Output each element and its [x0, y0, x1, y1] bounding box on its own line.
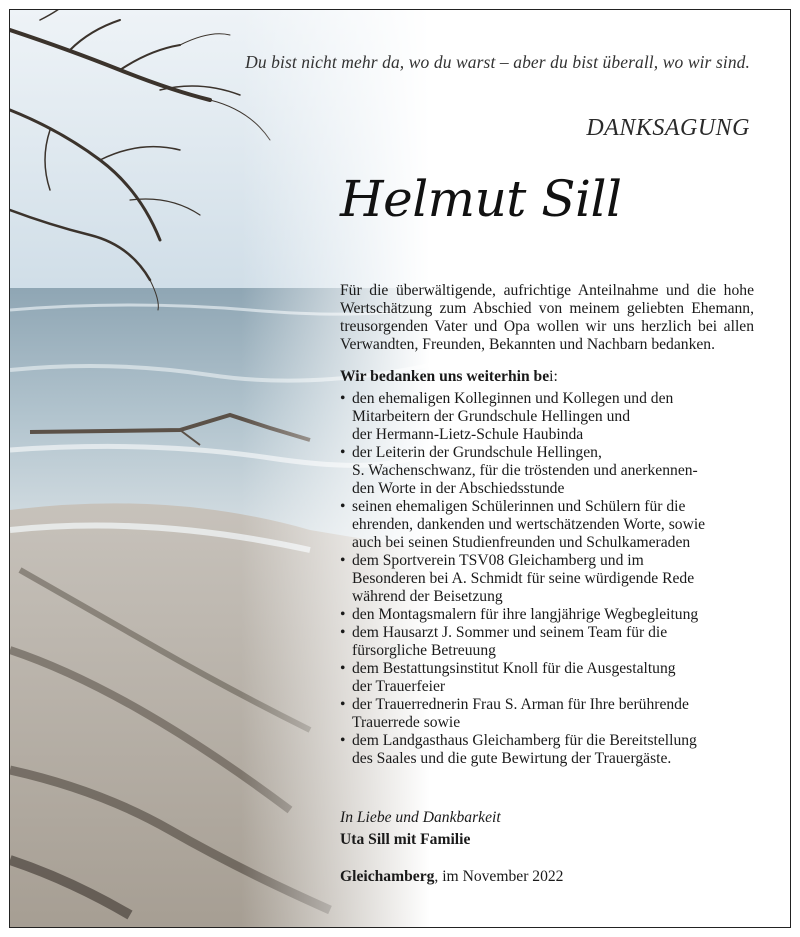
list-line: auch bei seinen Studienfreunden und Schulkameraden: [352, 534, 691, 551]
list-line: während der Beisetzung: [352, 588, 503, 605]
danksagung-heading: DANKSAGUNG: [586, 115, 750, 141]
list-item: [340, 498, 754, 552]
list-item: [340, 606, 754, 624]
place-date: [340, 868, 563, 886]
thanks-heading: [340, 368, 754, 386]
thanks-list: [340, 390, 754, 768]
memorial-quote: Du bist nicht mehr da, wo du warst – aber du bist überall, wo wir sind.: [245, 52, 750, 72]
list-line: • den ehemaligen Kolleginnen und Kollegen und den: [352, 390, 674, 407]
list-line: • dem Hausarzt J. Sommer und seinem Team für die: [352, 624, 668, 641]
list-line: • der Leiterin der Grundschule Hellingen,: [352, 444, 602, 461]
deceased-name: Helmut Sill: [340, 170, 622, 228]
signature-block: [340, 807, 501, 851]
list-item: [340, 444, 754, 498]
list-line: der Hermann-Lietz-Schule Haubinda: [352, 426, 584, 443]
list-line: • seinen ehemaligen Schülerinnen und Schülern für die: [352, 498, 686, 515]
closing-line: In Liebe und Dankbarkeit: [340, 809, 501, 826]
list-item: [340, 390, 754, 444]
list-item: [340, 732, 754, 768]
list-line: Besonderen bei A. Schmidt für seine würdigende Rede: [352, 570, 695, 587]
list-line: des Saales und die gute Bewirtung der Trauergäste.: [352, 750, 672, 767]
thanks-heading-bold: Wir bedanken uns weiterhin be: [340, 368, 550, 385]
intro-paragraph: Für die überwältigende, aufrichtige Anteilnahme und die hohe Wertschätzung zum Abschied von meinem geliebten Ehemann, treusorgenden Vater und Opa wollen wir uns herzlich bei allen Verwandten, Freunden, Bekannten und Nachbarn bedanken.: [340, 282, 754, 353]
list-item: [340, 660, 754, 696]
list-line: fürsorgliche Betreuung: [352, 642, 496, 659]
place-name: Gleichamberg: [340, 868, 435, 885]
list-line: den Worte in der Abschiedsstunde: [352, 480, 565, 497]
list-line: • dem Bestattungsinstitut Knoll für die Ausgestaltung: [352, 660, 676, 677]
thanks-body: [340, 282, 754, 768]
list-item: [340, 552, 754, 606]
list-item: [340, 624, 754, 660]
signature-name: Uta Sill mit Familie: [340, 831, 471, 848]
thanks-heading-rest: i:: [549, 368, 558, 385]
list-line: • der Trauerrednerin Frau S. Arman für Ihre berührende: [352, 696, 689, 713]
list-line: Trauerrede sowie: [352, 714, 461, 731]
date-text: , im November 2022: [434, 868, 564, 885]
list-item: [340, 696, 754, 732]
obituary-card: [9, 9, 791, 928]
list-line: S. Wachenschwanz, für die tröstenden und anerkennen-: [352, 462, 698, 479]
list-line: • dem Sportverein TSV08 Gleichamberg und im: [352, 552, 644, 569]
list-line: • dem Landgasthaus Gleichamberg für die Bereitstellung: [352, 732, 697, 749]
list-line: • den Montagsmalern für ihre langjährige Wegbegleitung: [352, 606, 699, 623]
list-line: Mitarbeitern der Grundschule Hellingen und: [352, 408, 631, 425]
list-line: der Trauerfeier: [352, 678, 446, 695]
list-line: ehrenden, dankenden und wertschätzenden Worte, sowie: [352, 516, 706, 533]
